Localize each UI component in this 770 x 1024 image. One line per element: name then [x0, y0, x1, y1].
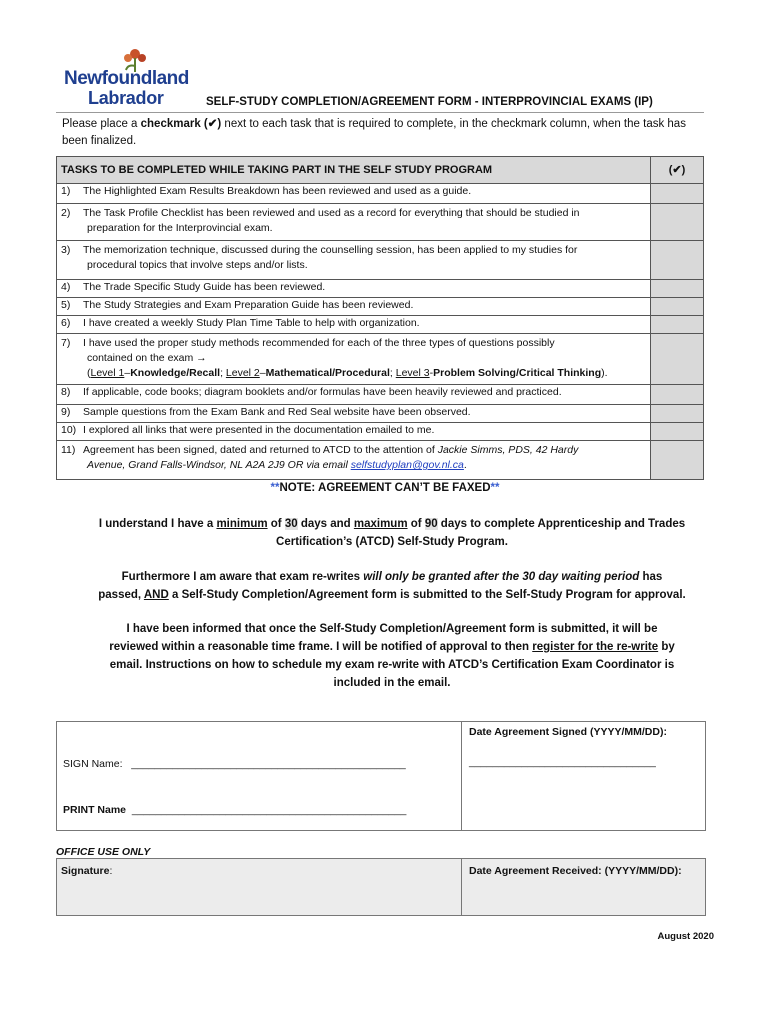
para-text: days and	[297, 518, 354, 530]
task-number: 2)	[61, 207, 71, 219]
task-checkbox[interactable]	[651, 204, 704, 241]
task-address-cont: Avenue, Grand Falls-Windsor, NL A2A 2J9 OR via email	[87, 459, 351, 471]
task-address: Jackie Simms, PDS, 42 Hardy	[437, 444, 579, 456]
task-checkbox[interactable]	[651, 385, 704, 405]
table-row	[57, 241, 704, 280]
table-header: TASKS TO BE COMPLETED WHILE TAKING PART IN THE SELF STUDY PROGRAM	[57, 157, 651, 184]
office-use-box	[56, 858, 706, 916]
table-row	[57, 298, 704, 316]
logo-text-newfoundland: Newfoundland	[64, 68, 189, 89]
task-number: 8)	[61, 386, 71, 398]
task-text: Sample questions from the Exam Bank and Red Seal website have been observed.	[83, 406, 471, 418]
note-text: NOTE: AGREEMENT CAN’T BE FAXED	[279, 482, 491, 494]
task-number: 9)	[61, 406, 71, 418]
office-sig-colon: :	[109, 865, 113, 877]
office-signature-label	[61, 865, 112, 877]
task-text: I explored all links that were presented in the documentation emailed to me.	[83, 424, 435, 436]
date-signed-label: Date Agreement Signed (YYYY/MM/DD):	[469, 726, 667, 738]
table-row	[57, 405, 704, 423]
task-checkbox[interactable]	[651, 241, 704, 280]
instructions-text-end: next to each task that is required to complete, in the checkmark column, when the task has been finalized.	[62, 118, 686, 147]
email-link[interactable]: selfstudyplan@gov.nl.ca	[350, 459, 464, 471]
task-number: 5)	[61, 299, 71, 311]
check-column-header: (✔)	[651, 157, 704, 184]
logo-text-labrador: Labrador	[88, 88, 164, 108]
office-sig-text: Signature	[61, 865, 110, 877]
para-text: passed,	[98, 589, 144, 601]
agreement-paragraph-1	[62, 515, 722, 551]
fax-note	[0, 482, 770, 494]
task-number: 6)	[61, 317, 71, 329]
task-text: The Highlighted Exam Results Breakdown has been reviewed and used as a guide.	[83, 185, 472, 197]
task-checkbox[interactable]	[651, 184, 704, 204]
para-text: has	[639, 571, 663, 583]
table-header-row	[57, 157, 704, 184]
level-2-link: Level 2	[225, 367, 260, 379]
task-text: The memorization technique, discussed during the counselling session, has been applied to my studies for	[83, 244, 578, 256]
task-checkbox[interactable]	[651, 334, 704, 385]
task-number: 11)	[61, 444, 76, 456]
table-row	[57, 385, 704, 405]
task-text: Agreement has been signed, dated and returned to ATCD to the attention of	[83, 444, 438, 456]
para-text: reviewed within a reasonable time frame. I will be notified of approval to then	[109, 641, 533, 653]
title-divider	[56, 112, 704, 113]
task-text: The Study Strategies and Exam Preparation Guide has been reviewed.	[83, 299, 414, 311]
para-text: Furthermore I am aware that exam re-writes	[121, 571, 364, 583]
level-3-label: Problem Solving/Critical Thinking	[433, 367, 602, 379]
sign-name-label: SIGN Name	[63, 758, 120, 770]
levels-line: (Level 1–Knowledge/Recall; Level 2–Mathematical/Procedural; Level 3-Problem Solving/Critical Thinking).	[87, 367, 608, 379]
para-text: of	[407, 518, 425, 530]
maximum-text: maximum	[353, 518, 408, 530]
task-text-cont: preparation for the Interprovincial exam.	[87, 222, 273, 234]
para-text: I have been informed that once the Self-Study Completion/Agreement form is submitted, it will be	[126, 623, 658, 635]
instructions-text: Please place a	[62, 118, 141, 130]
level-3-link: Level 3	[395, 367, 430, 379]
logo	[60, 44, 190, 110]
task-number: 3)	[61, 244, 71, 256]
task-text: I have used the proper study methods recommended for each of the three types of questions possibly	[83, 337, 555, 349]
task-text: The Task Profile Checklist has been reviewed and used as a record for everything that should be studied in	[83, 207, 580, 219]
sign-name-line[interactable]: _______________________________________________	[131, 758, 406, 770]
para-text: email. Instructions on how to schedule my exam re-write with ATCD’s Certification Exam Coordinator is	[109, 659, 675, 671]
task-checkbox[interactable]	[651, 405, 704, 423]
form-title: SELF-STUDY COMPLETION/AGREEMENT FORM - INTERPROVINCIAL EXAMS (IP)	[206, 96, 653, 108]
task-text: If applicable, code books; diagram booklets and/or formulas have been heavily reviewed and practiced.	[83, 386, 562, 398]
print-name-field[interactable]	[63, 804, 406, 816]
task-text: I have created a weekly Study Plan Time Table to help with organization.	[83, 317, 420, 329]
note-stars: **	[270, 482, 280, 494]
table-row: 11) Agreement has been signed, dated and returned to ATCD to the attention of Jackie Simms, PDS, 42 Hardy Avenue, Grand Falls-Windsor, NL A2A 2J9 OR via email selfstudyplan@gov.nl.ca.	[57, 441, 704, 480]
task-number: 1)	[61, 185, 71, 197]
level-1-label: Knowledge/Recall	[130, 367, 221, 379]
agreement-paragraph-3	[62, 620, 722, 692]
para-text: I understand I have a	[98, 518, 217, 530]
task-checkbox[interactable]	[651, 423, 704, 441]
instructions	[62, 116, 704, 150]
sign-name-field[interactable]	[63, 758, 406, 770]
table-row	[57, 280, 704, 298]
date-received-label: Date Agreement Received: (YYYY/MM/DD):	[469, 865, 682, 877]
table-row	[57, 423, 704, 441]
para-text: included in the email.	[333, 677, 451, 689]
print-name-line[interactable]: _______________________________________________	[131, 804, 407, 816]
task-number: 7)	[61, 337, 71, 349]
agreement-paragraph-2	[62, 568, 722, 604]
and-text: AND	[143, 589, 169, 601]
task-number: 4)	[61, 281, 71, 293]
para-text: of	[267, 518, 285, 530]
para-text: a Self-Study Completion/Agreement form is submitted to the Self-Study Program for approval.	[168, 589, 686, 601]
signature-box	[56, 721, 706, 831]
footer-date: August 2020	[657, 931, 714, 942]
min-days: 30	[284, 518, 298, 530]
para-italic: will only be granted after the 30 day waiting period	[363, 571, 640, 583]
sign-name-colon: :	[119, 758, 123, 770]
task-checkbox[interactable]	[651, 280, 704, 298]
office-use-left	[57, 859, 462, 915]
minimum-text: minimum	[216, 518, 268, 530]
level-2-label: Mathematical/Procedural	[265, 367, 390, 379]
task-checkbox[interactable]	[651, 298, 704, 316]
task-checkbox[interactable]	[651, 441, 704, 480]
tasks-table	[56, 156, 704, 480]
print-name-label: PRINT Name	[63, 804, 127, 816]
table-row	[57, 316, 704, 334]
task-text-cont: contained on the exam →	[87, 352, 207, 364]
para-text: days to complete Apprenticeship and Trades	[437, 518, 686, 530]
instructions-bold: checkmark (✔)	[140, 118, 222, 130]
para-text: by	[658, 641, 675, 653]
note-stars: **	[490, 482, 500, 494]
max-days: 90	[424, 518, 438, 530]
level-1-link: Level 1	[90, 367, 125, 379]
register-text: register for the re-write	[532, 641, 659, 653]
table-row	[57, 204, 704, 241]
task-text: The Trade Specific Study Guide has been reviewed.	[83, 281, 326, 293]
para-text: Certification’s (ATCD) Self-Study Program.	[276, 536, 508, 548]
date-signed-line[interactable]: ________________________________	[469, 756, 656, 768]
office-use-title: OFFICE USE ONLY	[56, 846, 151, 858]
task-number: 10)	[61, 424, 77, 436]
table-row	[57, 334, 704, 385]
table-row	[57, 184, 704, 204]
task-text-cont: procedural topics that involve steps and/or lists.	[87, 259, 308, 271]
task-checkbox[interactable]	[651, 316, 704, 334]
